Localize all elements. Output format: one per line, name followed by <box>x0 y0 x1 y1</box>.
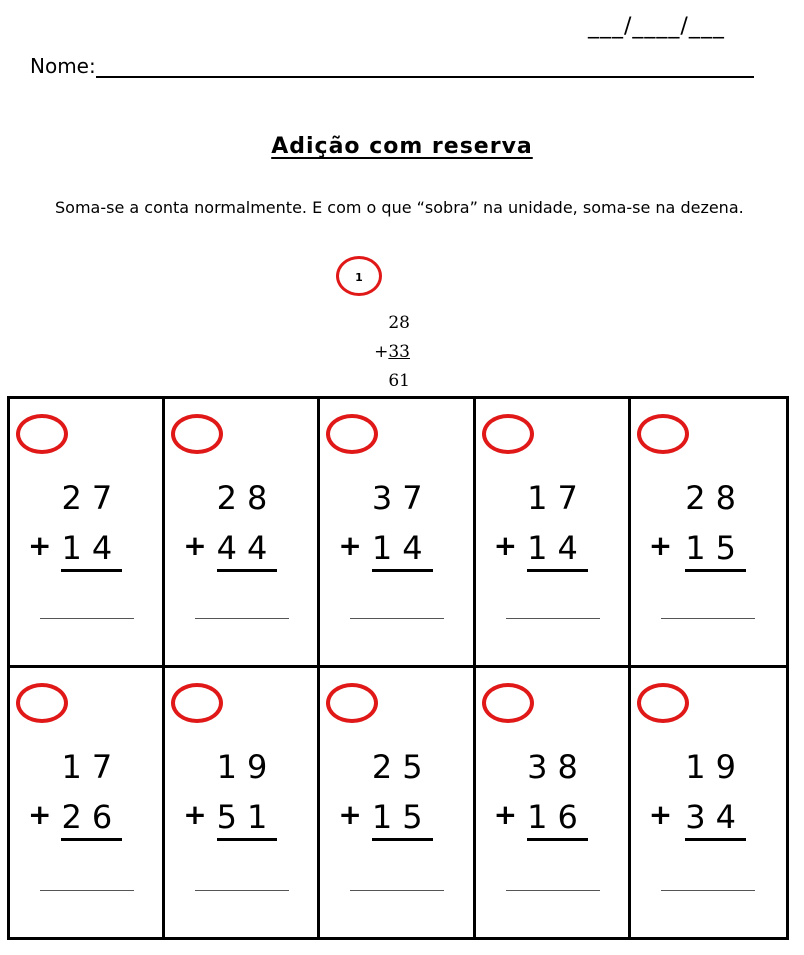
example-bottom: 33 <box>388 342 410 362</box>
exercise-cell <box>10 399 165 668</box>
answer-line[interactable] <box>350 618 444 619</box>
exercise-cell <box>320 668 475 937</box>
exercise-bottom: 34 <box>685 798 746 841</box>
exercise-cell <box>320 399 475 668</box>
exercise-grid <box>7 396 789 940</box>
carry-circle[interactable] <box>482 683 534 723</box>
instructions: Soma-se a conta normalmente. E com o que “sobra” na unidade, soma-se na dezena. <box>55 198 744 217</box>
exercise-top: 28 <box>216 479 278 517</box>
example-sum <box>360 309 410 396</box>
exercise-cell <box>631 399 786 668</box>
plus-sign: + <box>648 798 673 831</box>
exercise-cell <box>631 668 786 937</box>
exercise-top: 17 <box>61 748 123 786</box>
answer-line[interactable] <box>195 890 289 891</box>
exercise-top: 25 <box>371 748 433 786</box>
carry-circle[interactable] <box>637 414 689 454</box>
exercise-top: 37 <box>371 479 433 517</box>
carry-circle[interactable] <box>171 414 223 454</box>
plus-sign: + <box>338 798 362 831</box>
plus-sign: + <box>338 529 362 562</box>
carry-circle <box>336 256 382 296</box>
exercise-cell <box>476 668 631 937</box>
exercise-bottom: 26 <box>61 798 122 841</box>
exercise-cell <box>476 399 631 668</box>
plus-sign: + <box>648 529 673 562</box>
carry-circle[interactable] <box>171 683 223 723</box>
exercise-top: 27 <box>61 479 123 517</box>
carry-circle[interactable] <box>326 683 378 723</box>
answer-line[interactable] <box>40 890 134 891</box>
exercise-bottom: 44 <box>217 529 278 572</box>
answer-line[interactable] <box>506 890 600 891</box>
answer-line[interactable] <box>40 618 134 619</box>
name-label: Nome: <box>30 54 96 78</box>
plus-sign: + <box>183 529 207 562</box>
carry-circle[interactable] <box>482 414 534 454</box>
answer-line[interactable] <box>195 618 289 619</box>
carry-circle[interactable] <box>326 414 378 454</box>
exercise-bottom: 51 <box>217 798 278 841</box>
exercise-top: 38 <box>527 748 588 786</box>
example-bottom-row <box>360 338 410 367</box>
plus-sign: + <box>28 798 52 831</box>
answer-line[interactable] <box>506 618 600 619</box>
plus-sign: + <box>493 798 518 831</box>
carry-circle[interactable] <box>637 683 689 723</box>
exercise-bottom: 14 <box>527 529 588 572</box>
exercise-cell <box>165 399 320 668</box>
carry-digit: 1 <box>355 270 363 284</box>
exercise-bottom: 16 <box>527 798 588 841</box>
plus-sign: + <box>28 529 52 562</box>
exercise-top: 19 <box>216 748 278 786</box>
answer-line[interactable] <box>661 618 755 619</box>
carry-circle[interactable] <box>16 414 68 454</box>
plus-sign: + <box>493 529 518 562</box>
name-input-line[interactable] <box>96 76 754 78</box>
date-field[interactable]: ___/____/___ <box>588 14 725 39</box>
plus-sign: + <box>183 798 207 831</box>
exercise-bottom: 15 <box>685 529 746 572</box>
example-operator: + <box>374 342 389 362</box>
example-top: 28 <box>388 313 410 333</box>
exercise-bottom: 15 <box>372 798 433 841</box>
exercise-bottom: 14 <box>372 529 433 572</box>
exercise-cell <box>165 668 320 937</box>
exercise-top: 28 <box>685 479 746 517</box>
answer-line[interactable] <box>661 890 755 891</box>
exercise-bottom: 14 <box>61 529 122 572</box>
answer-line[interactable] <box>350 890 444 891</box>
example-result: 61 <box>388 371 410 391</box>
exercise-cell <box>10 668 165 937</box>
exercise-top: 17 <box>527 479 588 517</box>
exercise-top: 19 <box>685 748 746 786</box>
page-title: Adição com reserva <box>271 134 533 159</box>
carry-circle[interactable] <box>16 683 68 723</box>
